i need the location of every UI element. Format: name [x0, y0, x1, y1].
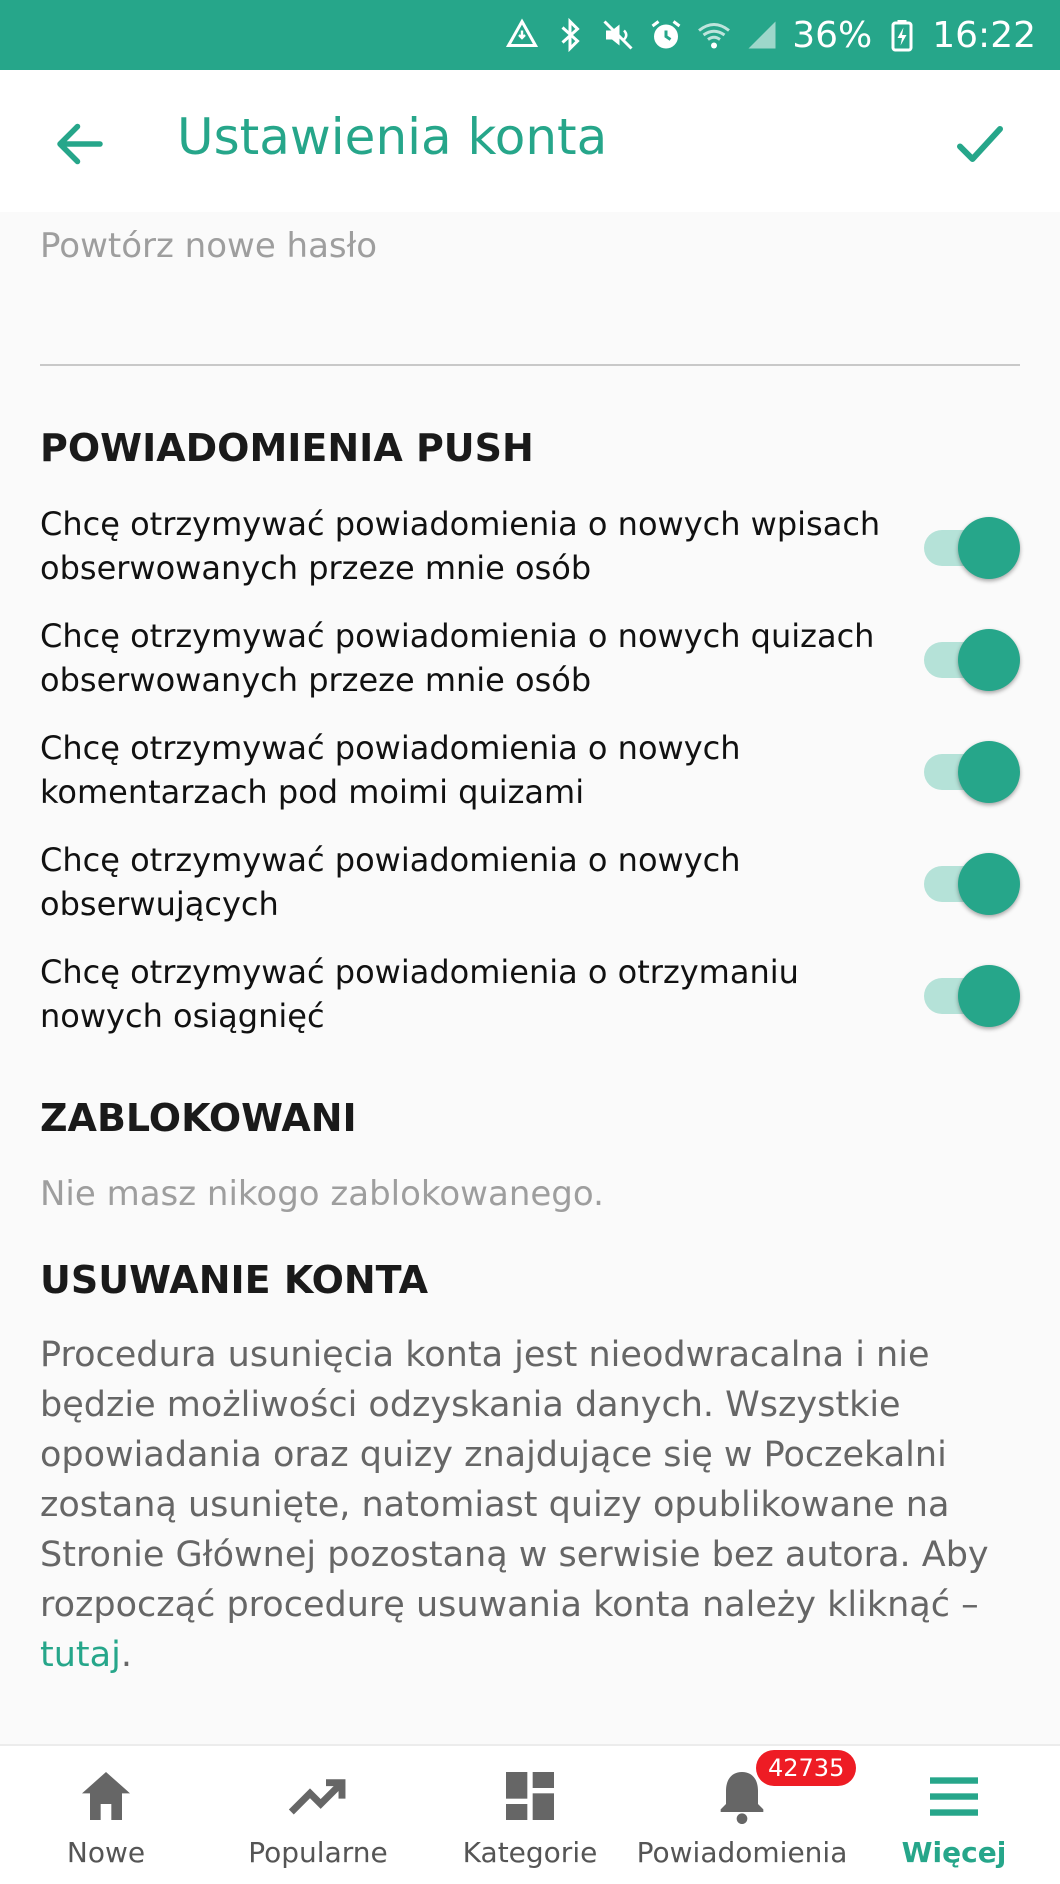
bottom-navigation — [0, 1744, 1060, 1884]
repeat-password-label: Powtórz nowe hasło — [40, 226, 378, 266]
nav-item-kategorie[interactable] — [424, 1746, 636, 1884]
nav-label: Powiadomienia — [636, 1836, 848, 1869]
save-check-icon[interactable] — [950, 114, 1010, 174]
delete-account-text — [40, 1330, 1030, 1680]
back-arrow-icon[interactable] — [50, 114, 110, 174]
nav-label: Kategorie — [462, 1836, 598, 1869]
wifi-icon — [696, 17, 732, 53]
battery-charging-icon — [884, 17, 920, 53]
push-toggle-switch[interactable] — [920, 964, 1020, 1026]
clock-time: 16:22 — [932, 14, 1036, 56]
battery-percent: 36% — [792, 14, 873, 56]
alarm-icon — [648, 17, 684, 53]
delete-account-trailing: . — [120, 1635, 132, 1675]
trending-icon — [286, 1764, 350, 1828]
nav-label: Nowe — [66, 1836, 146, 1869]
notification-badge: 42735 — [756, 1750, 856, 1786]
mute-icon — [600, 17, 636, 53]
nav-item-wiecej[interactable] — [848, 1746, 1060, 1884]
settings-content[interactable] — [0, 212, 1060, 1744]
repeat-password-input[interactable] — [40, 364, 1020, 366]
push-toggle-row — [0, 614, 1060, 726]
bluetooth-icon — [552, 17, 588, 53]
push-toggle-label: Chcę otrzymywać powiadomienia o nowych obserwujących — [40, 841, 741, 923]
blocked-section-heading: ZABLOKOWANI — [40, 1096, 357, 1140]
app-bar — [0, 70, 1060, 212]
dashboard-icon — [498, 1764, 562, 1828]
home-icon — [74, 1764, 138, 1828]
push-toggle-switch[interactable] — [920, 516, 1020, 578]
status-bar — [0, 0, 1060, 70]
blocked-empty-text: Nie masz nikogo zablokowanego. — [40, 1174, 604, 1214]
delete-account-link[interactable]: tutaj — [40, 1635, 121, 1675]
push-toggle-row — [0, 950, 1060, 1062]
push-toggle-label: Chcę otrzymywać powiadomienia o nowych komentarzach pod moimi quizami — [40, 729, 741, 811]
push-toggle-label: Chcę otrzymywać powiadomienia o nowych wpisach obserwowanych przeze mnie osób — [40, 505, 881, 587]
nav-label: Popularne — [248, 1836, 388, 1869]
push-toggle-row — [0, 838, 1060, 950]
menu-icon — [922, 1764, 986, 1828]
signal-icon — [744, 17, 780, 53]
nav-item-popularne[interactable] — [212, 1746, 424, 1884]
push-toggle-row — [0, 502, 1060, 614]
delete-account-description: Procedura usunięcia konta jest nieodwracalna i nie będzie możliwości odzyskania danych. Wszystkie opowiadania oraz quizy znajdujące się w Poczekalni zostaną usunięte, natomiast quizy opublikowane na Stronie Głównej pozostaną w serwisie bez autora. Aby rozpocząć procedurę usuwania konta należy kliknąć – — [40, 1335, 989, 1625]
push-section-heading: POWIADOMIENIA PUSH — [40, 426, 534, 470]
delete-account-heading: USUWANIE KONTA — [40, 1258, 429, 1302]
page-title: Ustawienia konta — [177, 108, 608, 166]
push-toggle-switch[interactable] — [920, 628, 1020, 690]
push-toggle-label: Chcę otrzymywać powiadomienia o nowych quizach obserwowanych przeze mnie osób — [40, 617, 875, 699]
push-toggle-label: Chcę otrzymywać powiadomienia o otrzymaniu nowych osiągnięć — [40, 953, 799, 1035]
push-toggle-switch[interactable] — [920, 852, 1020, 914]
nav-item-powiadomienia[interactable] — [636, 1746, 848, 1884]
nav-item-nowe[interactable] — [0, 1746, 212, 1884]
data-sync-icon — [504, 17, 540, 53]
push-toggle-switch[interactable] — [920, 740, 1020, 802]
push-toggle-row — [0, 726, 1060, 838]
nav-label: Więcej — [901, 1836, 1007, 1869]
